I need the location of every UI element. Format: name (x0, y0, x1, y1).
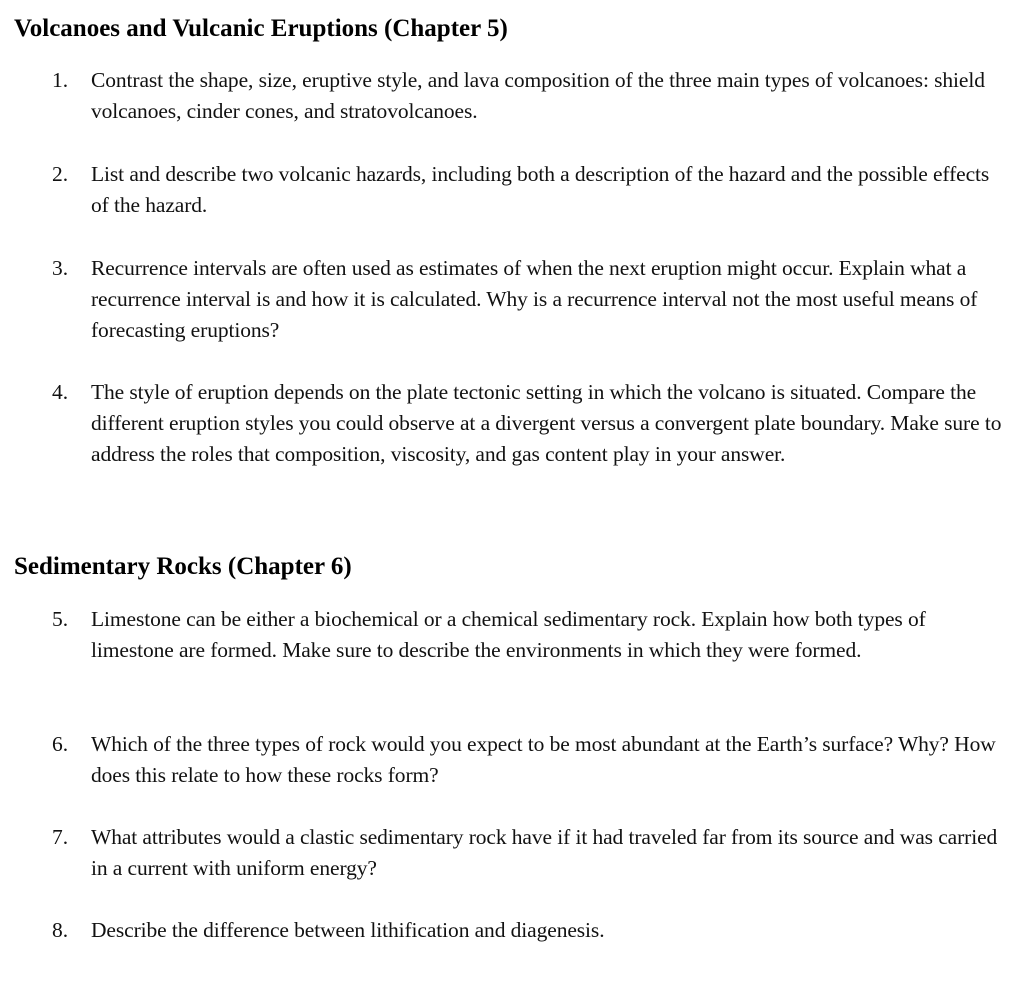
question-number: 4. (52, 380, 69, 404)
question-text: List and describe two volcanic hazards, including both a description of the hazard and the possible effects of the hazard. (91, 162, 990, 217)
question-text: Describe the difference between lithification and diagenesis. (91, 918, 605, 942)
question-number: 1. (52, 68, 69, 92)
question-text: What attributes would a clastic sedimentary rock have if it had traveled far from its source and was carried in a current with uniform energy? (91, 825, 998, 880)
question-text: Limestone can be either a biochemical or a chemical sedimentary rock. Explain how both types of limestone are formed. Make sure to describe the environments in which they were formed. (91, 607, 926, 662)
question-text: Which of the three types of rock would you expect to be most abundant at the Earth’s surface? Why? How does this relate to how these rocks form? (91, 732, 996, 787)
question-number: 2. (52, 162, 69, 186)
section-heading-volcanoes: Volcanoes and Vulcanic Eruptions (Chapter 5) (14, 15, 508, 42)
question-text: Recurrence intervals are often used as estimates of when the next eruption might occur. Explain what a recurrence interval is and how it is calculated. Why is a recurrence interval not the most useful means of forecasting eruptions? (91, 256, 978, 342)
section-heading-sedimentary: Sedimentary Rocks (Chapter 6) (14, 553, 352, 580)
question-number: 6. (52, 732, 69, 756)
question-number: 3. (52, 256, 69, 280)
question-number: 7. (52, 825, 69, 849)
question-number: 8. (52, 918, 69, 942)
question-number: 5. (52, 607, 69, 631)
question-text: Contrast the shape, size, eruptive style, and lava composition of the three main types of volcanoes: shield volcanoes, cinder cones, and stratovolcanoes. (91, 68, 985, 123)
question-text: The style of eruption depends on the plate tectonic setting in which the volcano is situated. Compare the different eruption styles you could observe at a divergent versus a convergent plate boundary. Make sure to address the roles that composition, viscosity, and gas content play in your answer. (91, 380, 1002, 466)
